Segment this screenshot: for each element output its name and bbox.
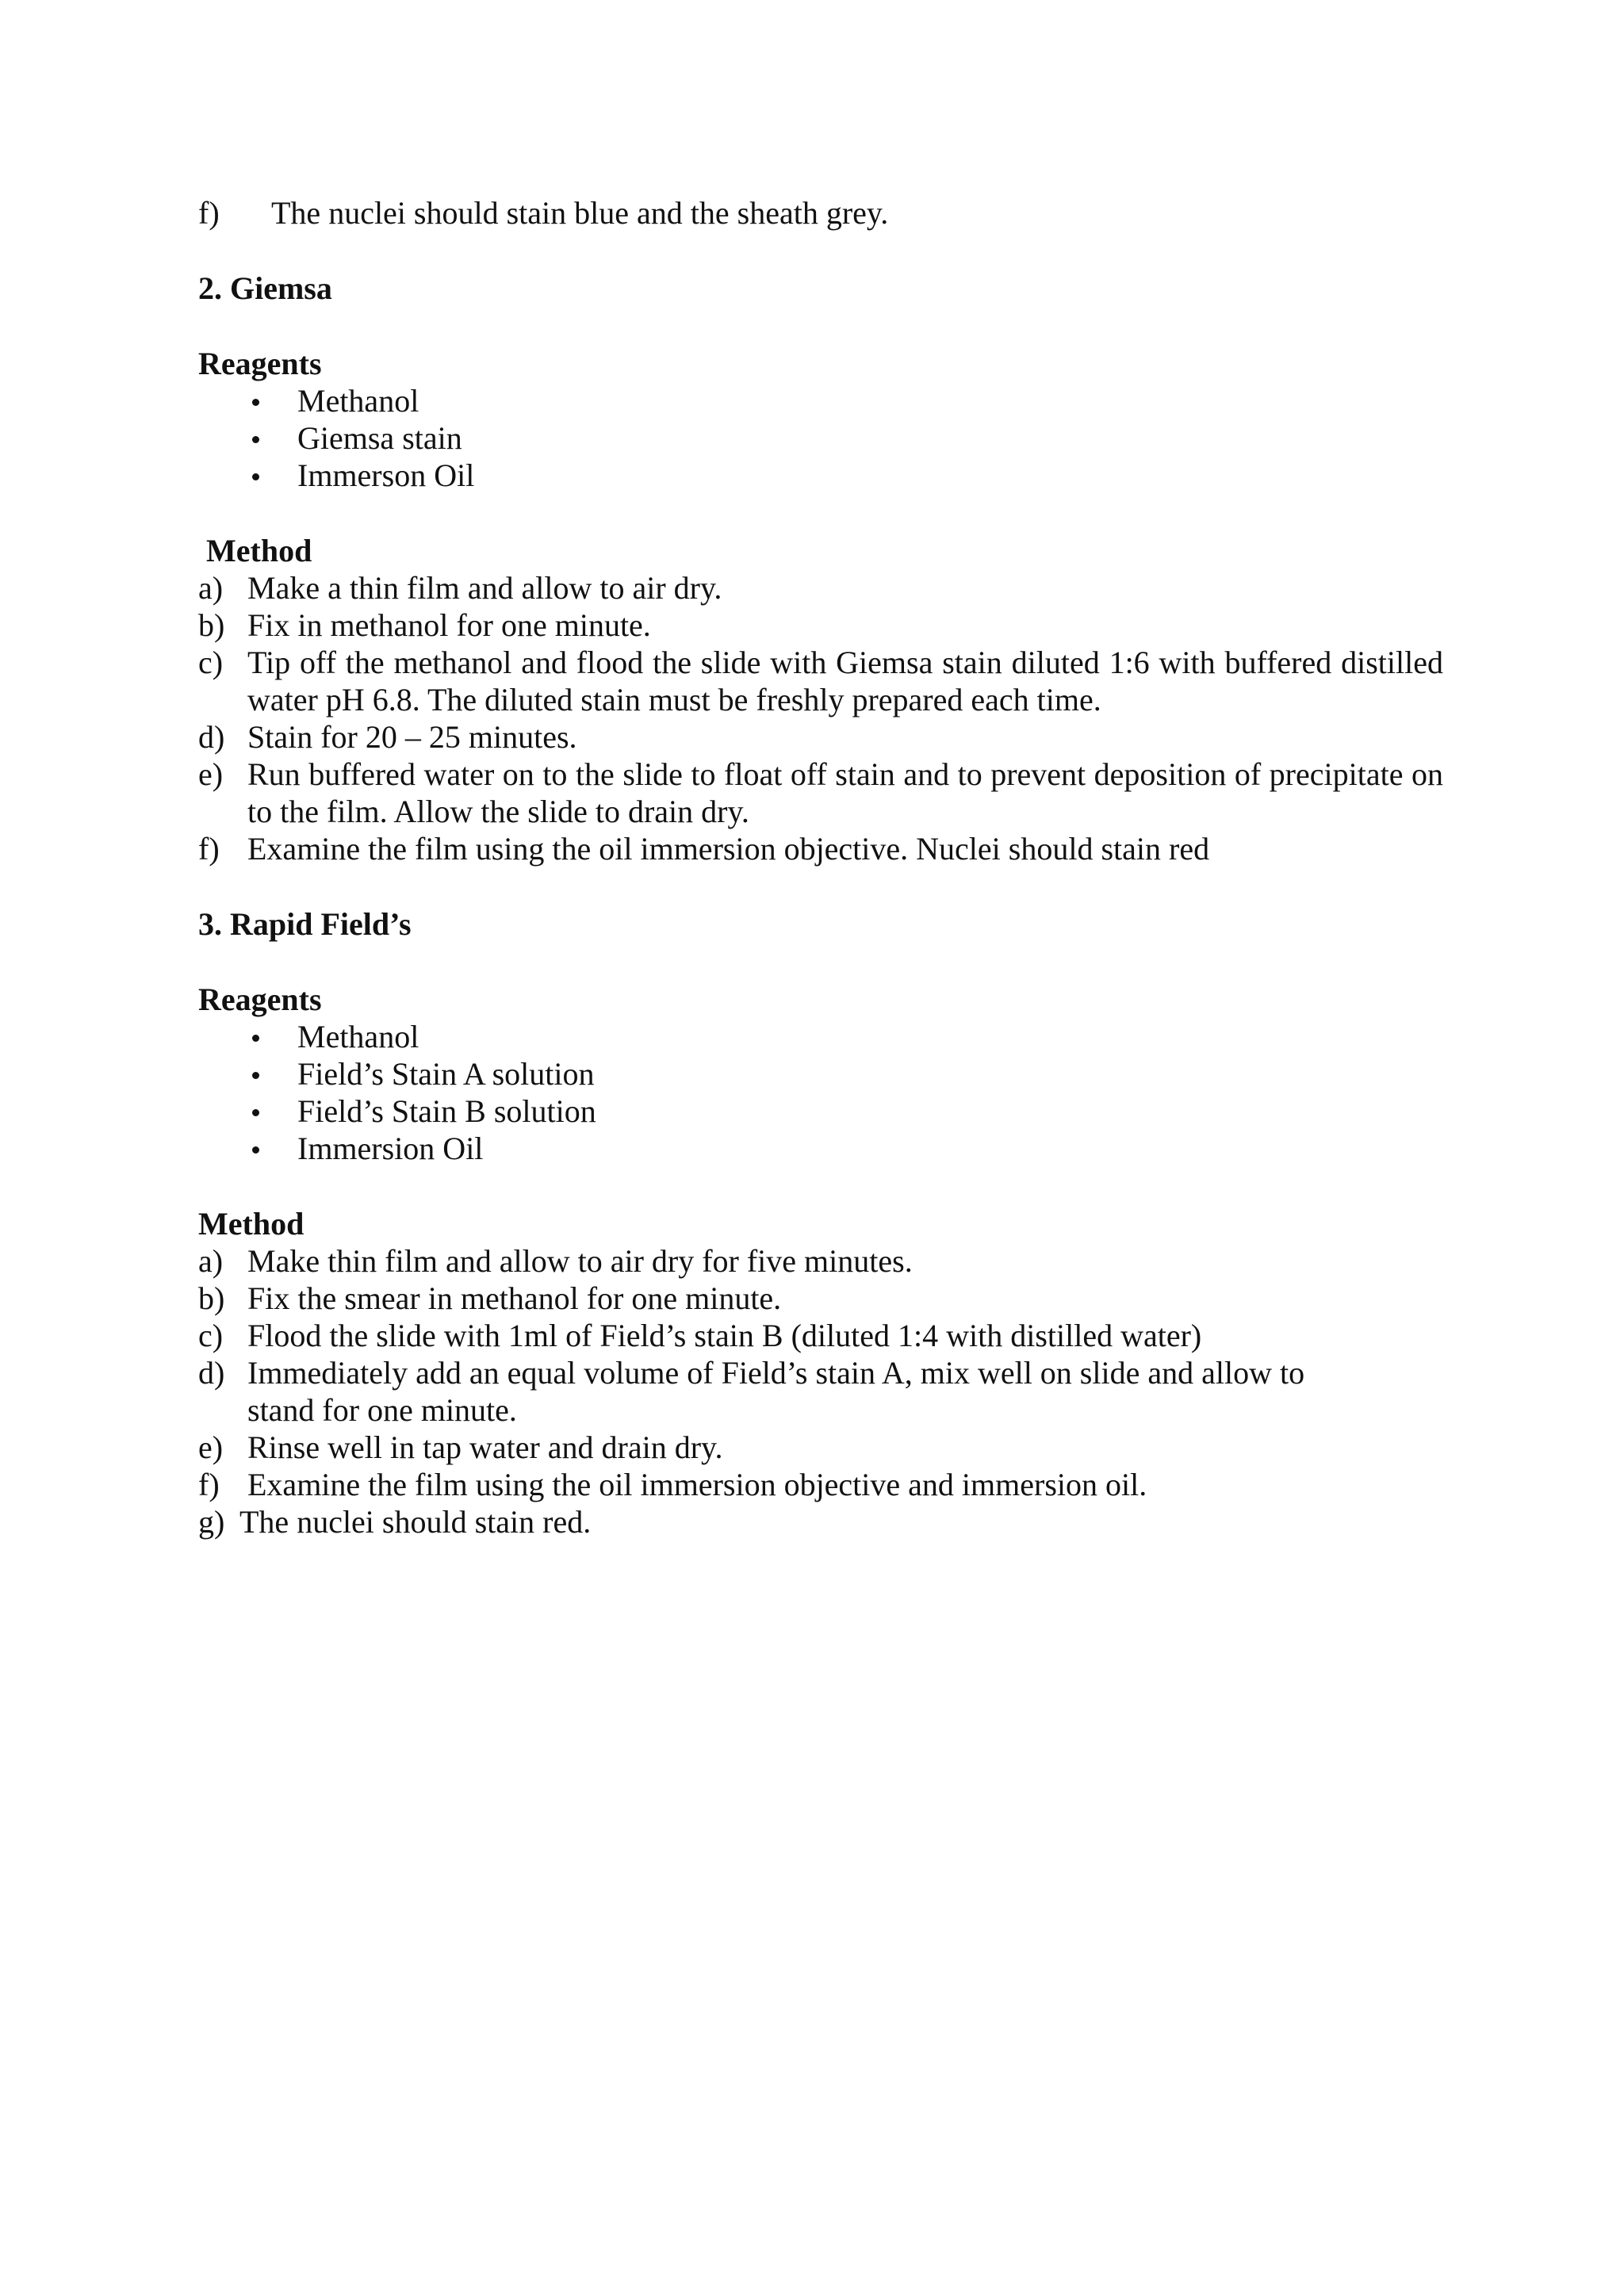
bullet-icon [252,436,259,443]
method-heading: Method [206,533,312,568]
list-item: Immersion Oil [198,1130,1443,1167]
step-marker: e) [198,1429,224,1465]
list-item: Methanol [198,382,1443,419]
reagents-list [198,382,1443,494]
step-marker: b) [198,607,225,643]
bullet-icon [252,1035,259,1042]
step-text: Make thin film and allow to air dry for five minutes. [247,1243,913,1279]
method-step [198,1280,1443,1317]
section-heading-giemsa: 2. Giemsa [198,270,332,306]
step-marker: f) [198,195,220,231]
step-text: Flood the slide with 1ml of Field’s stain B (diluted 1:4 with distilled water) [247,1318,1202,1353]
bullet-icon [252,1146,259,1154]
step-text: Examine the film using the oil immersion objective. Nuclei should stain red [247,831,1210,867]
step-text: Fix the smear in methanol for one minute. [247,1280,782,1316]
step-text: Examine the film using the oil immersion objective and immersion oil. [247,1467,1147,1502]
method-step [198,718,1443,756]
method-heading: Method [198,1206,304,1242]
method-step [198,830,1443,867]
step-marker: g) [198,1504,225,1540]
step-text: Rinse well in tap water and drain dry. [247,1429,723,1465]
step-marker: d) [198,1355,225,1391]
step-marker: f) [198,1467,220,1502]
step-text: Immediately add an equal volume of Field’s stain A, mix well on slide and allow to stand for one minute. [247,1355,1305,1428]
intro-step [198,194,1443,232]
step-marker: e) [198,756,224,792]
reagents-list [198,1018,1443,1167]
section-heading-rapid-fields: 3. Rapid Field’s [198,906,412,942]
step-marker: c) [198,645,224,680]
bullet-icon [252,1109,259,1116]
step-marker: b) [198,1280,225,1316]
list-item: Methanol [198,1018,1443,1055]
method-step [198,1466,1443,1503]
method-step [198,1242,1443,1280]
step-text: Fix in methanol for one minute. [247,607,651,643]
bullet-icon [252,1072,259,1079]
method-step [198,644,1443,718]
step-text: Make a thin film and allow to air dry. [247,570,722,606]
list-item: Field’s Stain A solution [198,1055,1443,1093]
method-step [198,756,1443,830]
bullet-icon [252,399,259,406]
step-text: Run buffered water on to the slide to float off stain and to prevent deposition of precipitate on to the film. Allow the slide to drain dry. [247,756,1443,829]
step-marker: a) [198,570,224,606]
bullet-icon [252,473,259,480]
step-marker: d) [198,719,225,755]
document-body [198,194,1443,1540]
step-text: The nuclei should stain blue and the sheath grey. [271,195,889,231]
method-step [198,1503,1443,1540]
step-text: Tip off the methanol and flood the slide with Giemsa stain diluted 1:6 with buffered distilled water pH 6.8. The diluted stain must be freshly prepared each time. [247,645,1443,718]
method-step [198,1354,1443,1429]
reagents-heading: Reagents [198,346,322,381]
step-text: The nuclei should stain red. [239,1504,592,1540]
method-step [198,607,1443,644]
method-step [198,569,1443,607]
list-item: Field’s Stain B solution [198,1093,1443,1130]
step-marker: a) [198,1243,224,1279]
method-step [198,1317,1443,1354]
step-marker: f) [198,831,220,867]
list-item: Giemsa stain [198,419,1443,457]
step-text: Stain for 20 – 25 minutes. [247,719,577,755]
reagents-heading: Reagents [198,982,322,1017]
list-item: Immerson Oil [198,457,1443,494]
step-marker: c) [198,1318,224,1353]
method-step [198,1429,1443,1466]
